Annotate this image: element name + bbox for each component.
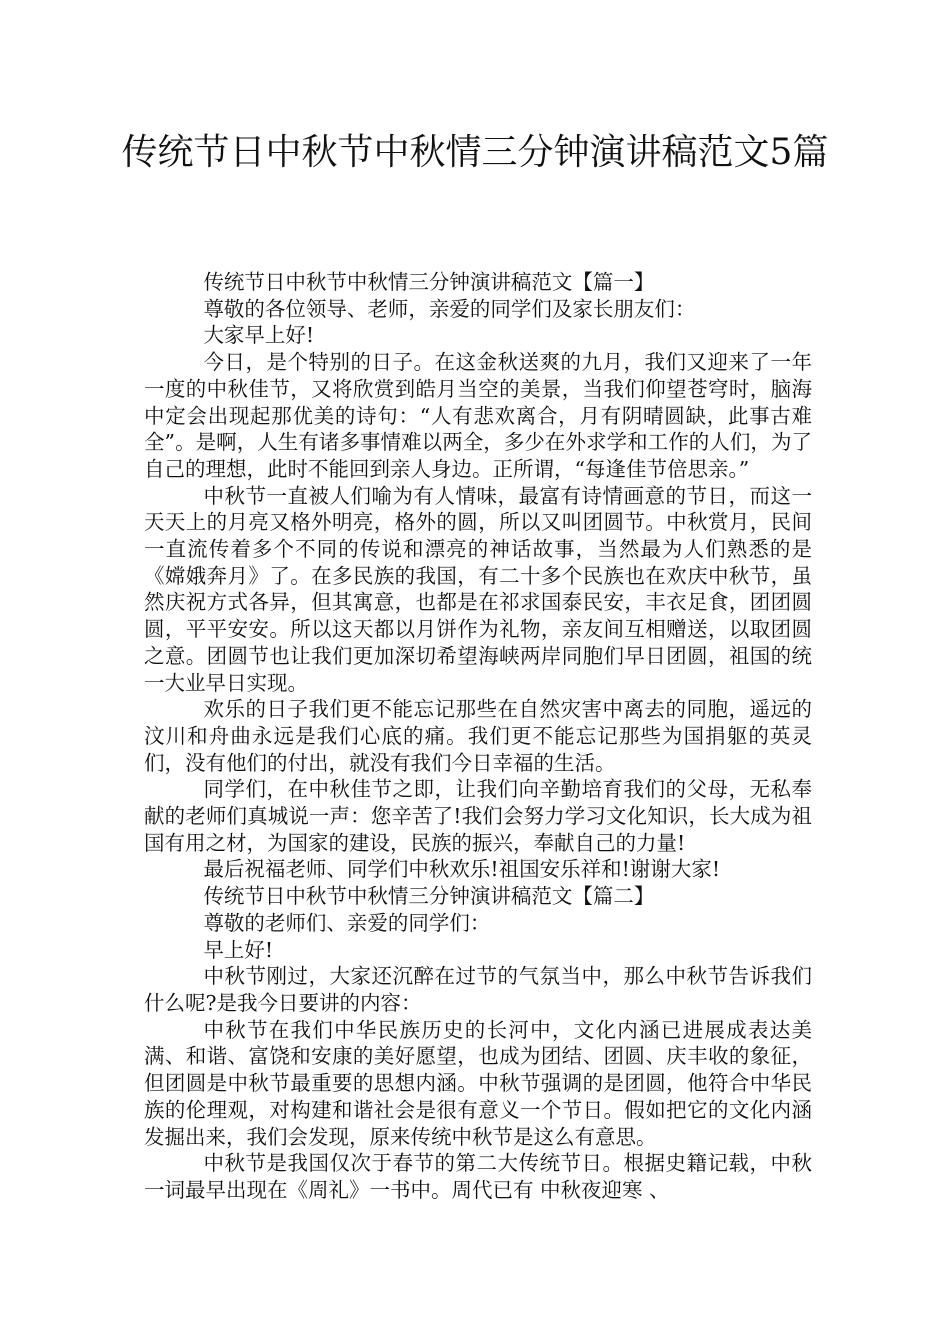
section-heading: 传统节日中秋节中秋情三分钟演讲稿范文【篇二】 [203, 884, 655, 909]
body-paragraph: 中秋节是我国仅次于春节的第二大传统节日。根据史籍记载，中秋 一词最早出现在《周礼》一书中。周代已有 中秋夜迎寒 、 [144, 1151, 812, 1202]
body-paragraph: 同学们，在中秋佳节之即，让我们向辛勤培育我们的父母，无私奉献的老师们真城说一声：您辛苦了!我们会努力学习文化知识，长大成为祖国有用之材，为国家的建设，民族的振兴，奉献自己的力量! [144, 777, 812, 855]
body-paragraph: 中秋节在我们中华民族历史的长河中，文化内涵已进展成表达美满、和谐、富饶和安康的美好愿望，也成为团结、团圆、庆丰收的象征，但团圆是中秋节最重要的思想内涵。中秋节强调的是团圆，他符合中华民族的伦理观，对构建和谐社会是很有意义一个节日。假如把它的文化内涵发掘出来，我们会发现，原来传统中秋节是这么有意思。 [144, 1017, 812, 1149]
greeting: 早上好! [203, 937, 274, 962]
salutation: 尊敬的各位领导、老师，亲爱的同学们及家长朋友们： [203, 296, 696, 321]
body-paragraph: 中秋节刚过，大家还沉醉在过节的气氛当中，那么中秋节告诉我们什么呢?是我今日要讲的内容： [144, 964, 812, 1015]
body-paragraph: 中秋节一直被人们喻为有人情味，最富有诗情画意的节日，而这一天天上的月亮又格外明亮，格外的圆，所以又叫团圆节。中秋赏月，民间一直流传着多个不同的传说和漂亮的神话故事，当然最为人们熟悉的是《嫦娥奔月》了。在多民族的我国，有二十多个民族也在欢庆中秋节，虽然庆祝方式各异，但其寓意，也都是在祁求国泰民安，丰衣足食，团团圆圆，平平安安。所以这天都以月饼作为礼物，亲友间互相赠送，以取团圆之意。团圆节也让我们更加深切希望海峡两岸同胞们早日团圆，祖国的统一大业早日实现。 [144, 483, 812, 695]
greeting: 大家早上好! [203, 323, 315, 348]
document-title: 传统节日中秋节中秋情三分钟演讲稿范文5篇 [121, 132, 829, 173]
body-paragraph: 欢乐的日子我们更不能忘记那些在自然灾害中离去的同胞，遥远的汶川和舟曲永远是我们心底的痛。我们更不能忘记那些为国捐躯的英灵们，没有他们的付出，就没有我们今日幸福的生活。 [144, 697, 812, 775]
section-heading: 传统节日中秋节中秋情三分钟演讲稿范文【篇一】 [203, 270, 655, 294]
document-body [144, 269, 812, 1204]
body-paragraph: 今日，是个特别的日子。在这金秋送爽的九月，我们又迎来了一年一度的中秋佳节，又将欣赏到皓月当空的美景，当我们仰望苍穹时，脑海中定会出现起那优美的诗句：“人有悲欢离合，月有阴晴圆缺，此事古难全”。是啊，人生有诸多事情难以两全，多少在外求学和工作的人们，为了自己的理想，此时不能回到亲人身边。正所谓，“每逢佳节倍思亲。” [144, 350, 812, 481]
salutation: 尊敬的老师们、亲爱的同学们： [203, 910, 491, 935]
closing-line: 最后祝福老师、同学们中秋欢乐!祖国安乐祥和!谢谢大家! [203, 857, 721, 882]
